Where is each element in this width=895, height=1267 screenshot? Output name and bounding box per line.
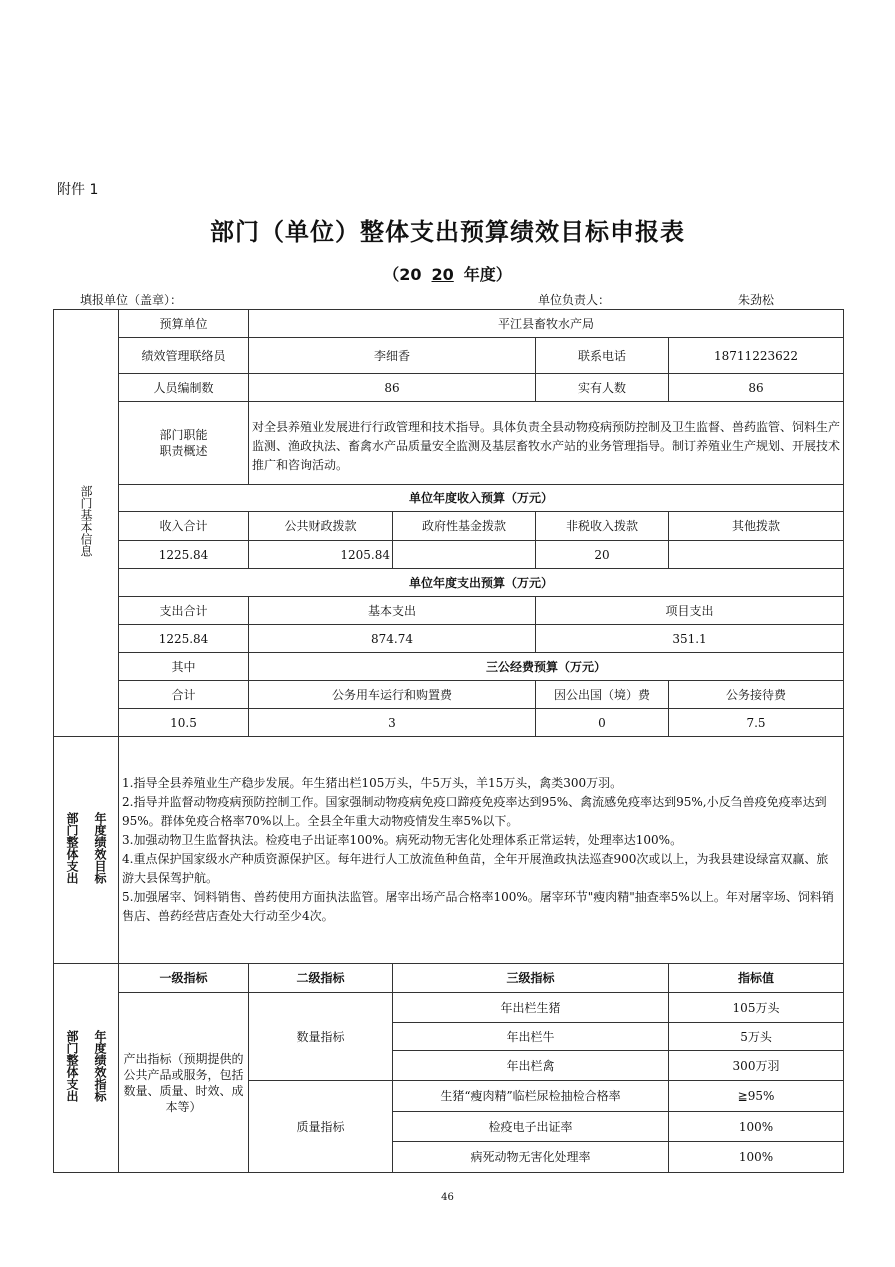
leader-label: 单位负责人：: [538, 293, 611, 307]
page-number: 46: [441, 1192, 454, 1203]
sangong-value: 0: [536, 709, 669, 737]
indicator-header: 一级指标: [119, 964, 249, 993]
sangong-value: 7.5: [669, 709, 844, 737]
income-value: 1225.84: [119, 541, 249, 569]
indicator-header: 指标值: [669, 964, 844, 993]
section-indicators-label: 部门整体支出 年度绩效指标: [54, 964, 119, 1173]
section-basic-label: 部门基本信息: [54, 310, 119, 737]
expense-value: 351.1: [536, 625, 844, 653]
sangong-heading: 三公经费预算（万元）: [249, 653, 844, 681]
expense-header: 支出合计: [119, 597, 249, 625]
income-header: 其他拨款: [669, 512, 844, 541]
sangong-header: 公务接待费: [669, 681, 844, 709]
level2-indicator: 质量指标: [249, 1081, 393, 1173]
indicator-value: 105万头: [669, 993, 844, 1023]
income-header: 收入合计: [119, 512, 249, 541]
sangong-header: 因公出国（境）费: [536, 681, 669, 709]
of-which-label: 其中: [119, 653, 249, 681]
contact-label: 绩效管理联络员: [119, 338, 249, 374]
income-value: 20: [536, 541, 669, 569]
goal-item: 5.加强屠宰、饲料销售、兽药使用方面执法监管。屠宰出场产品合格率100%。屠宰环节"瘦肉精"抽查率5%以上。年对屠宰场、饲料销售店、兽药经营店查处大行动至少4次。: [122, 890, 834, 923]
indicator-value: 100%: [669, 1112, 844, 1142]
income-heading: 单位年度收入预算（万元）: [119, 485, 844, 512]
income-header: 公共财政拨款: [249, 512, 393, 541]
level3-indicator: 年出栏禽: [393, 1051, 669, 1081]
goal-item: 4.重点保护国家级水产种质资源保护区。每年进行人工放流鱼种鱼苗，全年开展渔政执法巡查900次或以上，为我县建设绿富双赢、旅游大县保驾护航。: [122, 852, 829, 885]
duty-label: 部门职能职责概述: [119, 402, 249, 485]
indicator-value: 100%: [669, 1142, 844, 1173]
year-line: [0, 262, 895, 285]
page-title: 部门（单位）整体支出预算绩效目标申报表: [210, 218, 685, 246]
sangong-header: 公务用车运行和购置费: [249, 681, 536, 709]
duty-text: 对全县养殖业发展进行行政管理和技术指导。具体负责全县动物疫病预防控制及卫生监督、兽药监管、饲料生产监测、渔政执法、畜禽水产品质量安全监测及基层畜牧水产站的业务管理指导。制订养殖业生产规划、开展技术推广和咨询活动。: [249, 402, 844, 485]
expense-heading: 单位年度支出预算（万元）: [119, 569, 844, 597]
level3-indicator: 年出栏牛: [393, 1023, 669, 1051]
year-value: 20: [431, 265, 454, 284]
income-header: 非税收入拨款: [536, 512, 669, 541]
budget-table: [53, 309, 844, 1173]
expense-header: 项目支出: [536, 597, 844, 625]
budget-unit-label: 预算单位: [119, 310, 249, 338]
expense-value: 874.74: [249, 625, 536, 653]
phone: 18711223622: [669, 338, 844, 374]
income-value: [393, 541, 536, 569]
staff-quota-label: 人员编制数: [119, 374, 249, 402]
staff-quota: 86: [249, 374, 536, 402]
level3-indicator: 病死动物无害化处理率: [393, 1142, 669, 1173]
expense-header: 基本支出: [249, 597, 536, 625]
indicator-value: 300万羽: [669, 1051, 844, 1081]
income-header: 政府性基金拨款: [393, 512, 536, 541]
sangong-header: 合计: [119, 681, 249, 709]
level2-indicator: 数量指标: [249, 993, 393, 1081]
indicator-header: 三级指标: [393, 964, 669, 993]
budget-unit: 平江县畜牧水产局: [249, 310, 844, 338]
year-prefix: （20: [383, 265, 422, 284]
sangong-value: 3: [249, 709, 536, 737]
staff-actual: 86: [669, 374, 844, 402]
goal-item: 1.指导全县养殖业生产稳步发展。年生猪出栏105万头，牛5万头，羊15万头，禽类300万羽。: [122, 776, 623, 790]
goal-item: 3.加强动物卫生监督执法。检疫电子出证率100%。病死动物无害化处理体系正常运转，处理率达100%。: [122, 833, 683, 847]
contact: 李细香: [249, 338, 536, 374]
year-suffix: 年度）: [463, 265, 512, 284]
sangong-value: 10.5: [119, 709, 249, 737]
attachment-label: 附件 1: [57, 182, 99, 198]
leader-name: 朱劲松: [738, 293, 775, 307]
level3-indicator: 检疫电子出证率: [393, 1112, 669, 1142]
section-goals-label: 部门整体支出 年度绩效目标: [54, 737, 119, 964]
goals-text: [119, 737, 844, 964]
level1-indicator: 产出指标（预期提供的公共产品或服务，包括数量、质量、时效、成本等）: [119, 993, 249, 1173]
goal-item: 2.指导并监督动物疫病预防控制工作。国家强制动物疫病免疫口蹄疫免疫率达到95%、禽流感免疫率达到95%,小反刍兽疫免疫率达到95%。群体免疫合格率70%以上。全县全年重大动物疫情发生率5%以下。: [122, 795, 827, 828]
indicator-header: 二级指标: [249, 964, 393, 993]
indicator-value: ≧95%: [669, 1081, 844, 1112]
income-value: 1205.84: [249, 541, 393, 569]
staff-actual-label: 实有人数: [536, 374, 669, 402]
indicator-value: 5万头: [669, 1023, 844, 1051]
fill-unit-label: 填报单位（盖章）：: [80, 293, 183, 307]
phone-label: 联系电话: [536, 338, 669, 374]
level3-indicator: 年出栏生猪: [393, 993, 669, 1023]
level3-indicator: 生猪“瘦肉精”临栏尿检抽检合格率: [393, 1081, 669, 1112]
expense-value: 1225.84: [119, 625, 249, 653]
income-value: [669, 541, 844, 569]
